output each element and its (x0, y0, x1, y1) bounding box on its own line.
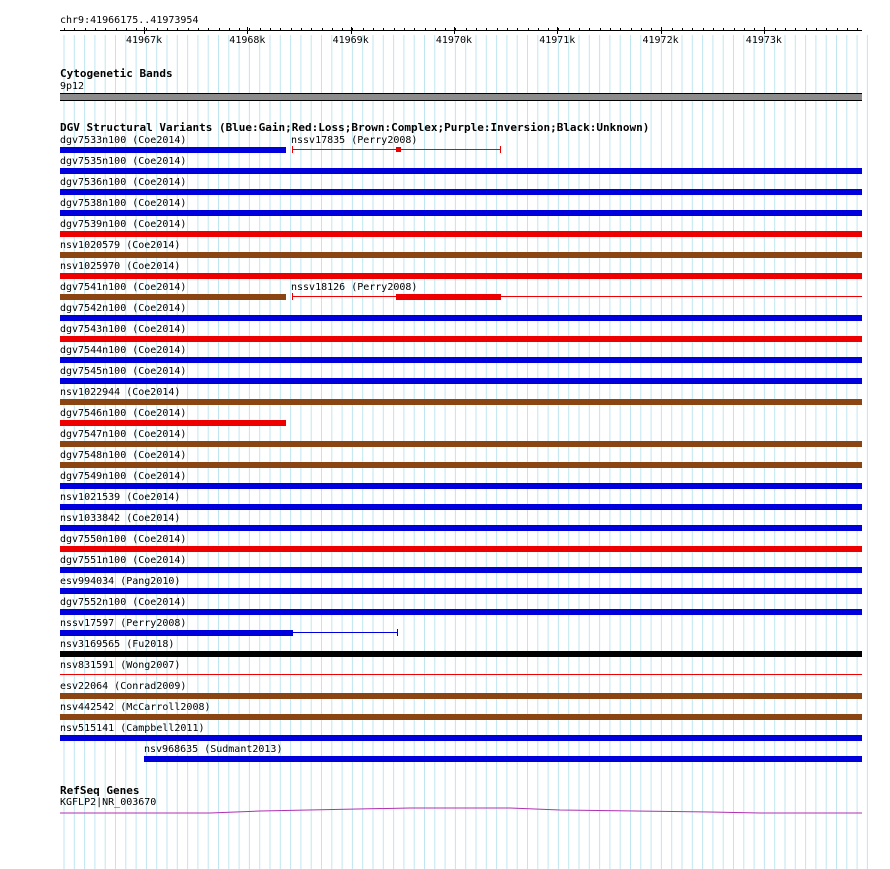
ruler-minor-tick (548, 28, 549, 31)
ruler-minor-tick (146, 28, 147, 31)
ruler-minor-tick (435, 28, 436, 31)
ruler-minor-tick (105, 28, 106, 31)
variant-label[interactable]: nssv17835 (Perry2008) (291, 135, 418, 146)
ruler-minor-tick (620, 28, 621, 31)
variant-label[interactable]: dgv7538n100 (Coe2014) (60, 198, 187, 209)
position-label: chr9:41966175..41973954 (60, 15, 199, 26)
variant-label[interactable]: dgv7552n100 (Coe2014) (60, 597, 187, 608)
ruler-minor-tick (332, 28, 333, 31)
ruler-minor-tick (311, 28, 312, 31)
ruler-minor-tick (280, 28, 281, 31)
variant-label[interactable]: nssv18126 (Perry2008) (291, 282, 418, 293)
ruler-minor-tick (188, 28, 189, 31)
variant-label[interactable]: dgv7550n100 (Coe2014) (60, 534, 187, 545)
ruler-minor-tick (837, 28, 838, 31)
ruler-tick-label: 41971k (539, 35, 576, 46)
variant-label[interactable]: nsv968635 (Sudmant2013) (144, 744, 283, 755)
ruler-minor-tick (754, 28, 755, 31)
refseq-gene-feature[interactable] (0, 800, 890, 820)
ruler-minor-tick (229, 28, 230, 31)
variant-label[interactable]: dgv7542n100 (Coe2014) (60, 303, 187, 314)
ruler-minor-tick (352, 28, 353, 31)
ruler-minor-tick (414, 28, 415, 31)
variant-label[interactable]: nsv1022944 (Coe2014) (60, 387, 181, 398)
cytoband-bar[interactable] (60, 93, 862, 101)
variant-label[interactable]: nsv1033842 (Coe2014) (60, 513, 181, 524)
variant-bar[interactable] (60, 315, 862, 321)
ruler-minor-tick (497, 28, 498, 31)
variant-bar[interactable] (60, 588, 862, 594)
ruler-minor-tick (651, 28, 652, 31)
ruler-minor-tick (610, 28, 611, 31)
ruler-minor-tick (342, 28, 343, 31)
variant-bar[interactable] (60, 609, 862, 615)
ruler-minor-tick (291, 28, 292, 31)
variant-bar[interactable] (60, 462, 862, 468)
variant-label[interactable]: nsv442542 (McCarroll2008) (60, 702, 211, 713)
variant-end-tick (397, 629, 398, 636)
ruler-tick (247, 27, 248, 34)
ruler-minor-tick (249, 28, 250, 31)
cytoband-label: 9p12 (60, 81, 85, 92)
variant-end-tick (292, 293, 293, 300)
variant-bar[interactable] (144, 756, 862, 762)
variant-connector[interactable] (292, 296, 862, 297)
ruler-tick-label: 41969k (332, 35, 369, 46)
ruler-minor-tick (486, 28, 487, 31)
variant-bar[interactable] (60, 420, 286, 426)
variant-label[interactable]: dgv7546n100 (Coe2014) (60, 408, 187, 419)
ruler-minor-tick (219, 28, 220, 31)
variant-bar[interactable] (60, 567, 862, 573)
ruler-minor-tick (672, 28, 673, 31)
ruler-minor-tick (64, 28, 65, 31)
ruler-minor-tick (764, 28, 765, 31)
variant-bar[interactable] (60, 693, 862, 699)
ruler-minor-tick (600, 28, 601, 31)
variant-label[interactable]: nsv3169565 (Fu2018) (60, 639, 175, 650)
variant-label[interactable]: dgv7547n100 (Coe2014) (60, 429, 187, 440)
variant-bar[interactable] (60, 483, 862, 489)
ruler-minor-tick (558, 28, 559, 31)
ruler-minor-tick (579, 28, 580, 31)
ruler-minor-tick (466, 28, 467, 31)
variant-label[interactable]: dgv7539n100 (Coe2014) (60, 219, 187, 230)
ruler-minor-tick (734, 28, 735, 31)
ruler-minor-tick (826, 28, 827, 31)
ruler-minor-tick (74, 28, 75, 31)
ruler-minor-tick (136, 28, 137, 31)
variant-label[interactable]: dgv7548n100 (Coe2014) (60, 450, 187, 461)
variant-label[interactable]: nsv1020579 (Coe2014) (60, 240, 181, 251)
variant-label[interactable]: nsv515141 (Campbell2011) (60, 723, 205, 734)
variant-label[interactable]: esv994034 (Pang2010) (60, 576, 181, 587)
ruler-minor-tick (126, 28, 127, 31)
ruler-minor-tick (507, 28, 508, 31)
variant-bar[interactable] (60, 441, 862, 447)
ruler-tick-label: 41973k (745, 35, 782, 46)
variant-bar[interactable] (60, 231, 862, 237)
variant-label[interactable]: dgv7535n100 (Coe2014) (60, 156, 187, 167)
variant-bar[interactable] (60, 525, 862, 531)
variant-end-tick (500, 146, 501, 153)
variant-bar[interactable] (60, 147, 286, 153)
variant-bar[interactable] (60, 273, 862, 279)
ruler-tick-label: 41967k (126, 35, 163, 46)
variant-label[interactable]: dgv7549n100 (Coe2014) (60, 471, 187, 482)
ruler-minor-tick (425, 28, 426, 31)
ruler-minor-tick (713, 28, 714, 31)
variant-label[interactable]: dgv7545n100 (Coe2014) (60, 366, 187, 377)
variant-bar[interactable] (60, 210, 862, 216)
ruler-minor-tick (569, 28, 570, 31)
variant-bar[interactable] (60, 504, 862, 510)
variant-bar[interactable] (60, 399, 862, 405)
ruler-minor-tick (95, 28, 96, 31)
ruler-minor-tick (198, 28, 199, 31)
variant-bar[interactable] (60, 357, 862, 363)
variant-label[interactable]: dgv7543n100 (Coe2014) (60, 324, 187, 335)
ruler-minor-tick (692, 28, 693, 31)
ruler-axis (60, 30, 862, 31)
variant-label[interactable]: dgv7541n100 (Coe2014) (60, 282, 187, 293)
variant-bar[interactable] (60, 546, 862, 552)
variant-bar[interactable] (60, 294, 286, 300)
variant-bar[interactable] (60, 735, 862, 741)
ruler-minor-tick (383, 28, 384, 31)
variant-label[interactable]: dgv7533n100 (Coe2014) (60, 135, 187, 146)
ruler-minor-tick (538, 28, 539, 31)
variant-bar[interactable] (60, 336, 862, 342)
variant-bar[interactable] (60, 378, 862, 384)
ruler-minor-tick (394, 28, 395, 31)
variant-bar[interactable] (396, 294, 501, 300)
ruler-minor-tick (445, 28, 446, 31)
variant-bar[interactable] (60, 168, 862, 174)
cytoband-title: Cytogenetic Bands (60, 67, 173, 80)
variant-connector[interactable] (293, 632, 397, 633)
refseq-title: RefSeq Genes (60, 784, 140, 797)
dgv-title: DGV Structural Variants (Blue:Gain;Red:Loss;Brown:Complex;Purple:Inversion;Black:Unknown) (60, 121, 650, 134)
ruler-minor-tick (404, 28, 405, 31)
ruler-minor-tick (775, 28, 776, 31)
ruler-minor-tick (631, 28, 632, 31)
refseq-gene-line (60, 808, 862, 813)
ruler-minor-tick (476, 28, 477, 31)
ruler-minor-tick (363, 28, 364, 31)
ruler-minor-tick (157, 28, 158, 31)
ruler-minor-tick (661, 28, 662, 31)
variant-label[interactable]: nsv1025970 (Coe2014) (60, 261, 181, 272)
variant-label[interactable]: dgv7544n100 (Coe2014) (60, 345, 187, 356)
ruler-minor-tick (528, 28, 529, 31)
ruler-minor-tick (455, 28, 456, 31)
ruler-minor-tick (785, 28, 786, 31)
ruler-minor-tick (301, 28, 302, 31)
ruler-minor-tick (806, 28, 807, 31)
ruler-minor-tick (208, 28, 209, 31)
ruler-minor-tick (857, 28, 858, 31)
variant-label[interactable]: dgv7536n100 (Coe2014) (60, 177, 187, 188)
ruler-minor-tick (816, 28, 817, 31)
ruler-minor-tick (847, 28, 848, 31)
ruler-minor-tick (177, 28, 178, 31)
variant-probe[interactable] (396, 147, 401, 152)
variant-label[interactable]: nsv1021539 (Coe2014) (60, 492, 181, 503)
ruler-minor-tick (322, 28, 323, 31)
ruler-minor-tick (167, 28, 168, 31)
variant-label[interactable]: nssv17597 (Perry2008) (60, 618, 187, 629)
variant-bar[interactable] (60, 674, 862, 675)
variant-bar[interactable] (60, 651, 862, 657)
ruler-tick-label: 41968k (229, 35, 266, 46)
ruler-minor-tick (795, 28, 796, 31)
variant-bar[interactable] (60, 252, 862, 258)
variant-label[interactable]: dgv7551n100 (Coe2014) (60, 555, 187, 566)
refseq-gene-label[interactable]: KGFLP2|NR_003670 (60, 797, 157, 808)
ruler-minor-tick (589, 28, 590, 31)
ruler-tick (144, 27, 145, 34)
ruler-minor-tick (682, 28, 683, 31)
ruler-minor-tick (703, 28, 704, 31)
variant-bar[interactable] (60, 714, 862, 720)
variant-bar[interactable] (60, 189, 862, 195)
ruler-minor-tick (239, 28, 240, 31)
ruler-tick-label: 41972k (642, 35, 679, 46)
ruler-minor-tick (744, 28, 745, 31)
ruler-minor-tick (270, 28, 271, 31)
ruler-minor-tick (85, 28, 86, 31)
ruler-minor-tick (723, 28, 724, 31)
ruler-minor-tick (373, 28, 374, 31)
variant-label[interactable]: nsv831591 (Wong2007) (60, 660, 181, 671)
ruler-minor-tick (116, 28, 117, 31)
variant-label[interactable]: esv22064 (Conrad2009) (60, 681, 187, 692)
ruler-minor-tick (260, 28, 261, 31)
ruler-tick-label: 41970k (435, 35, 473, 46)
ruler-minor-tick (517, 28, 518, 31)
ruler-minor-tick (641, 28, 642, 31)
variant-end-tick (292, 146, 293, 153)
variant-bar[interactable] (60, 630, 293, 636)
